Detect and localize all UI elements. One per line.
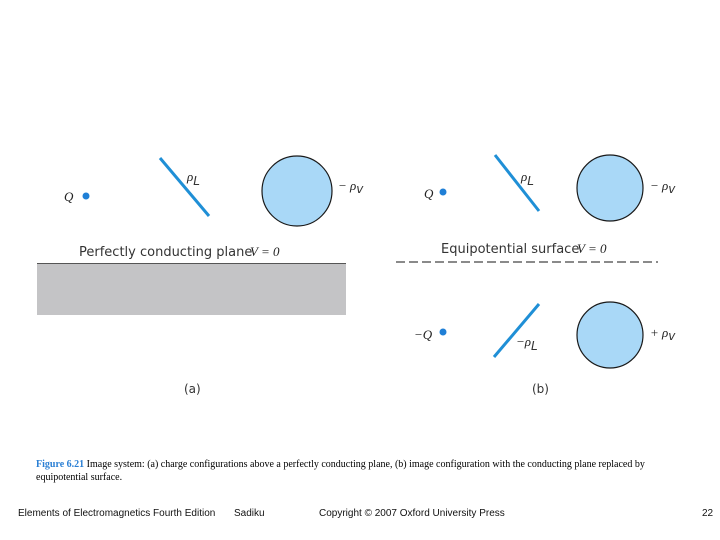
line-charge-label-b: ρL	[521, 169, 534, 188]
line-charge-label: ρL	[187, 169, 200, 188]
sphere-charge-label: − ρv	[338, 178, 364, 196]
point-charge-q-b	[440, 189, 447, 196]
panel-b-tag: (b)	[532, 382, 549, 396]
volume-charge-sphere-b	[577, 155, 643, 221]
image-line-charge-label: −ρL	[516, 334, 538, 353]
plane-potential-label: V = 0	[250, 244, 280, 259]
panel-b	[396, 155, 676, 396]
caption-text: Image system: (a) charge configurations above a perfectly conducting plane, (b) image configuration with the conducting plane replaced by equipotential surface.	[36, 459, 645, 483]
image-point-charge	[440, 329, 447, 336]
image-sphere-charge-label: + ρv	[650, 325, 676, 343]
charge-q-label-b: Q	[424, 186, 434, 201]
panel-a	[37, 156, 364, 396]
charge-q-label: Q	[64, 189, 74, 204]
footer-book-title: Elements of Electromagnetics Fourth Edition	[18, 508, 216, 519]
point-charge-q	[83, 193, 90, 200]
figure-caption	[36, 458, 656, 484]
image-volume-charge-sphere	[577, 302, 643, 368]
conducting-plane	[37, 264, 346, 315]
line-charge	[160, 158, 209, 216]
figure-label: Figure 6.21	[36, 459, 85, 470]
conducting-plane-label: Perfectly conducting plane	[79, 245, 253, 260]
equipotential-surface-label: Equipotential surface	[441, 242, 580, 257]
page-number: 22	[702, 508, 714, 519]
surface-potential-label: V = 0	[577, 241, 607, 256]
panel-a-tag: (a)	[184, 382, 201, 396]
footer-author: Sadiku	[234, 508, 265, 519]
sphere-charge-label-b: − ρv	[650, 178, 676, 196]
footer-copyright: Copyright © 2007 Oxford University Press	[319, 508, 505, 519]
image-charge-label: −Q	[414, 327, 433, 342]
volume-charge-sphere	[262, 156, 332, 226]
